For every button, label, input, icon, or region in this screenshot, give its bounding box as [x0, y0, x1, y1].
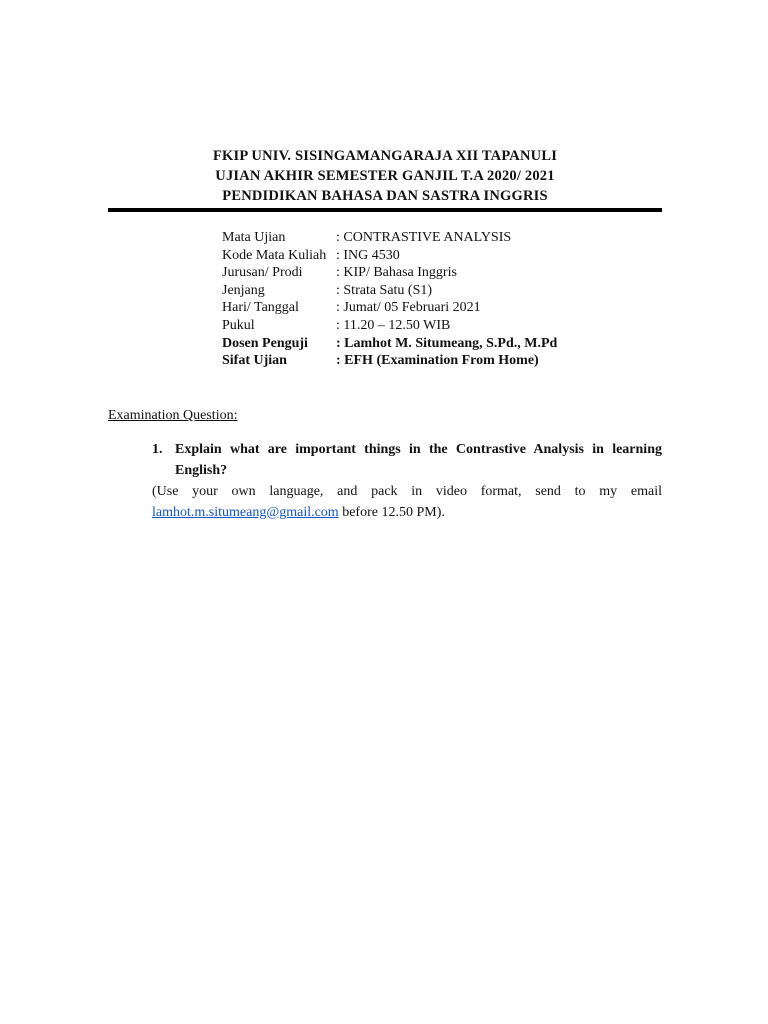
instructions-text: (Use your own language, and pack in video format, send to my email — [152, 484, 662, 499]
info-label: Hari/ Tanggal — [222, 300, 299, 316]
info-row-course-code — [222, 247, 557, 265]
info-value: : CONTRASTIVE ANALYSIS — [336, 230, 512, 245]
question-instructions — [152, 481, 662, 523]
info-row-exam-type — [222, 352, 557, 370]
info-value: : 11.20 – 12.50 WIB — [336, 317, 451, 333]
info-row-department — [222, 264, 557, 282]
header-exam-title: UJIAN AKHIR SEMESTER GANJIL T.A 2020/ 2021 — [215, 168, 555, 184]
info-value: : Lamhot M. Situmeang, S.Pd., M.Pd — [336, 335, 558, 351]
header-divider — [108, 208, 662, 212]
info-label: Pukul — [222, 317, 255, 333]
info-label: Kode Mata Kuliah — [222, 247, 327, 263]
info-value: : EFH (Examination From Home) — [336, 353, 539, 369]
document-header — [108, 146, 662, 206]
info-label: Dosen Penguji — [222, 335, 308, 351]
email-link[interactable]: lamhot.m.situmeang@gmail.com — [152, 505, 339, 520]
info-value: : Strata Satu (S1) — [336, 282, 433, 298]
info-row-level — [222, 282, 557, 300]
question-number: 1. — [152, 442, 163, 457]
info-row-examiner — [222, 335, 557, 353]
info-label: Jurusan/ Prodi — [222, 265, 303, 281]
info-label: Sifat Ujian — [222, 353, 287, 369]
question-item — [152, 439, 662, 523]
info-label: Mata Ujian — [222, 230, 286, 245]
info-value: : ING 4530 — [336, 247, 400, 263]
exam-info-table — [222, 229, 557, 370]
info-row-date — [222, 299, 557, 317]
instructions-deadline: before 12.50 PM). — [338, 505, 445, 520]
question-text: Explain what are important things in the Contrastive Analysis in learning English? — [175, 442, 662, 478]
info-value: : Jumat/ 05 Februari 2021 — [336, 300, 481, 316]
info-label: Jenjang — [222, 282, 265, 298]
header-program: PENDIDIKAN BAHASA DAN SASTRA INGGRIS — [222, 188, 548, 204]
info-row-course — [222, 229, 557, 247]
header-institution: FKIP UNIV. SISINGAMANGARAJA XII TAPANULI — [212, 148, 558, 164]
question-main — [152, 439, 662, 481]
info-value: : KIP/ Bahasa Inggris — [336, 265, 457, 281]
section-heading: Examination Question: — [108, 408, 238, 423]
info-row-time — [222, 317, 557, 335]
